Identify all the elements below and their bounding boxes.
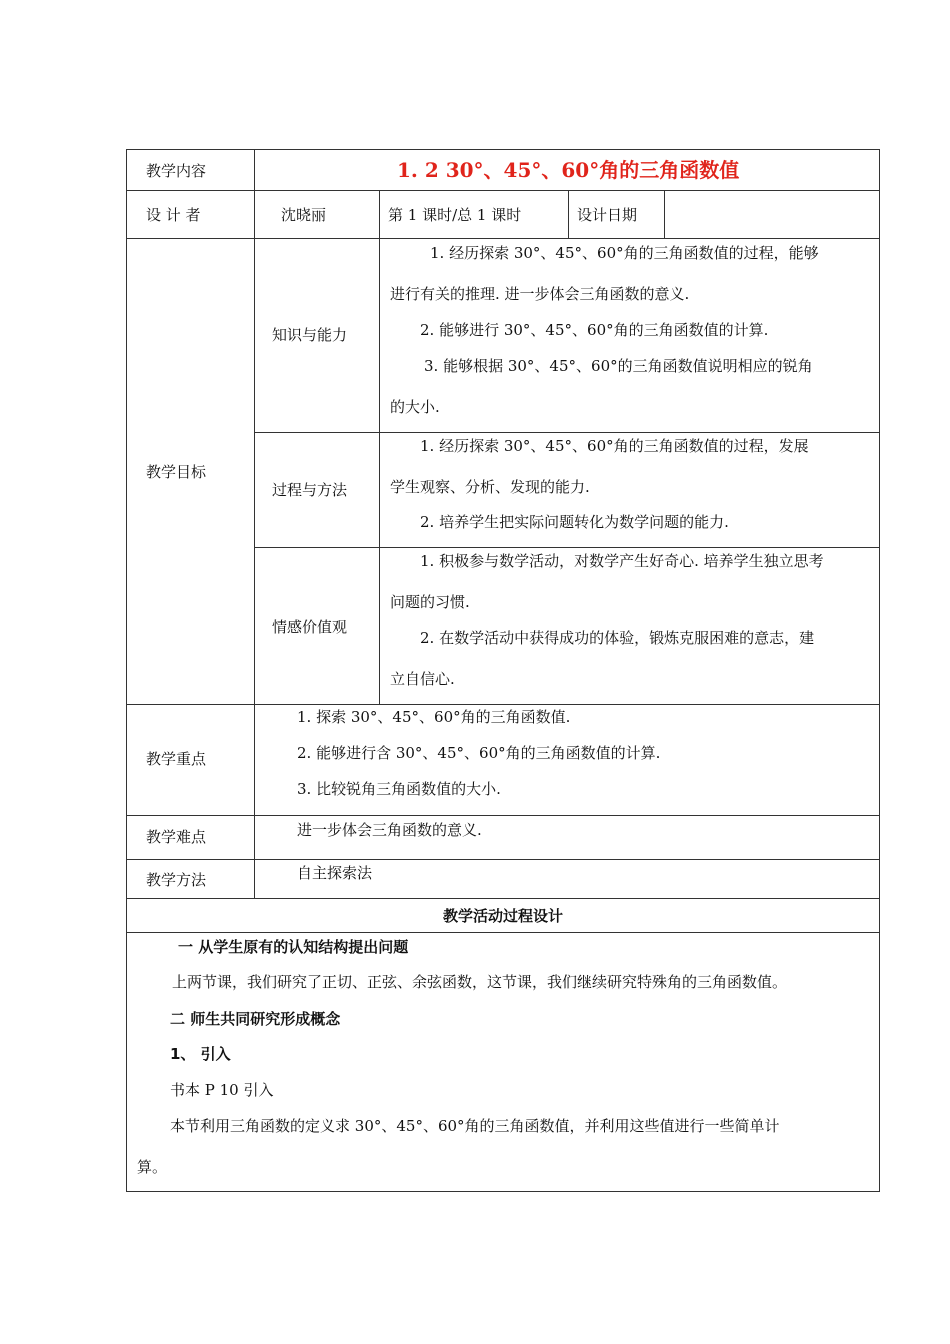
activity-heading: 教学活动过程设计: [442, 907, 563, 925]
content-label: 教学内容: [146, 162, 207, 180]
knowledge-line: 的大小.: [390, 398, 440, 416]
key-point-line: 2. 能够进行含 30°、45°、60°角的三角函数值的计算.: [297, 744, 661, 762]
emotion-line: 问题的习惯.: [390, 593, 470, 611]
column-divider: [379, 238, 380, 704]
column-divider: [664, 190, 665, 238]
row-divider: [254, 547, 880, 548]
process-label: 过程与方法: [272, 481, 348, 499]
key-point-line: 3. 比较锐角三角函数值的大小.: [297, 780, 501, 798]
row-divider: [126, 238, 880, 239]
knowledge-line: 3. 能够根据 30°、45°、60°的三角函数值说明相应的锐角: [424, 357, 813, 375]
method-text: 自主探索法: [297, 864, 373, 882]
emotion-label: 情感价值观: [272, 618, 348, 636]
row-divider: [126, 190, 880, 191]
process-line: 1. 经历探索 30°、45°、60°角的三角函数值的过程，发展: [420, 437, 809, 455]
sub-heading: 1、 引入: [170, 1045, 231, 1063]
knowledge-line: 进行有关的推理. 进一步体会三角函数的意义.: [390, 285, 690, 303]
paragraph: 算。: [137, 1158, 168, 1176]
column-divider: [379, 190, 380, 238]
lesson-period: 第 1 课时/总 1 课时: [388, 206, 522, 224]
emotion-line: 1. 积极参与数学活动，对数学产生好奇心. 培养学生独立思考: [420, 552, 824, 570]
row-divider: [126, 932, 880, 933]
process-line: 2. 培养学生把实际问题转化为数学问题的能力.: [420, 513, 729, 531]
key-point-line: 1. 探索 30°、45°、60°角的三角函数值.: [297, 708, 571, 726]
process-line: 学生观察、分析、发现的能力.: [390, 478, 590, 496]
row-divider: [126, 898, 880, 899]
difficulty-label: 教学难点: [146, 828, 207, 846]
objectives-label: 教学目标: [146, 463, 207, 481]
knowledge-label: 知识与能力: [272, 326, 348, 344]
design-date-label: 设计日期: [577, 206, 638, 224]
column-divider: [568, 190, 569, 238]
row-divider: [126, 704, 880, 705]
section-heading: 二 师生共同研究形成概念: [170, 1010, 341, 1028]
lesson-plan-table: [126, 149, 880, 1192]
column-divider: [254, 149, 255, 898]
difficulty-text: 进一步体会三角函数的意义.: [297, 821, 482, 839]
section-heading: 一 从学生原有的认知结构提出问题: [178, 938, 409, 956]
paragraph: 本节利用三角函数的定义求 30°、45°、60°角的三角函数值，并利用这些值进行一些简单计: [170, 1117, 780, 1135]
emotion-line: 立自信心.: [390, 670, 455, 688]
knowledge-line: 1. 经历探索 30°、45°、60°角的三角函数值的过程，能够: [430, 244, 819, 262]
lesson-title: 1. 2 30°、45°、60°角的三角函数值: [397, 158, 740, 182]
designer-label: 设 计 者: [146, 206, 201, 224]
knowledge-line: 2. 能够进行 30°、45°、60°角的三角函数值的计算.: [420, 321, 769, 339]
paragraph: 上两节课，我们研究了正切、正弦、余弦函数，这节课，我们继续研究特殊角的三角函数值。: [172, 973, 788, 991]
key-points-label: 教学重点: [146, 750, 207, 768]
row-divider: [254, 432, 880, 433]
book-reference: 书本 P 10 引入: [170, 1081, 274, 1099]
method-label: 教学方法: [146, 871, 207, 889]
row-divider: [126, 859, 880, 860]
emotion-line: 2. 在数学活动中获得成功的体验，锻炼克服困难的意志，建: [420, 629, 815, 647]
designer-name: 沈晓丽: [281, 206, 327, 224]
row-divider: [126, 815, 880, 816]
